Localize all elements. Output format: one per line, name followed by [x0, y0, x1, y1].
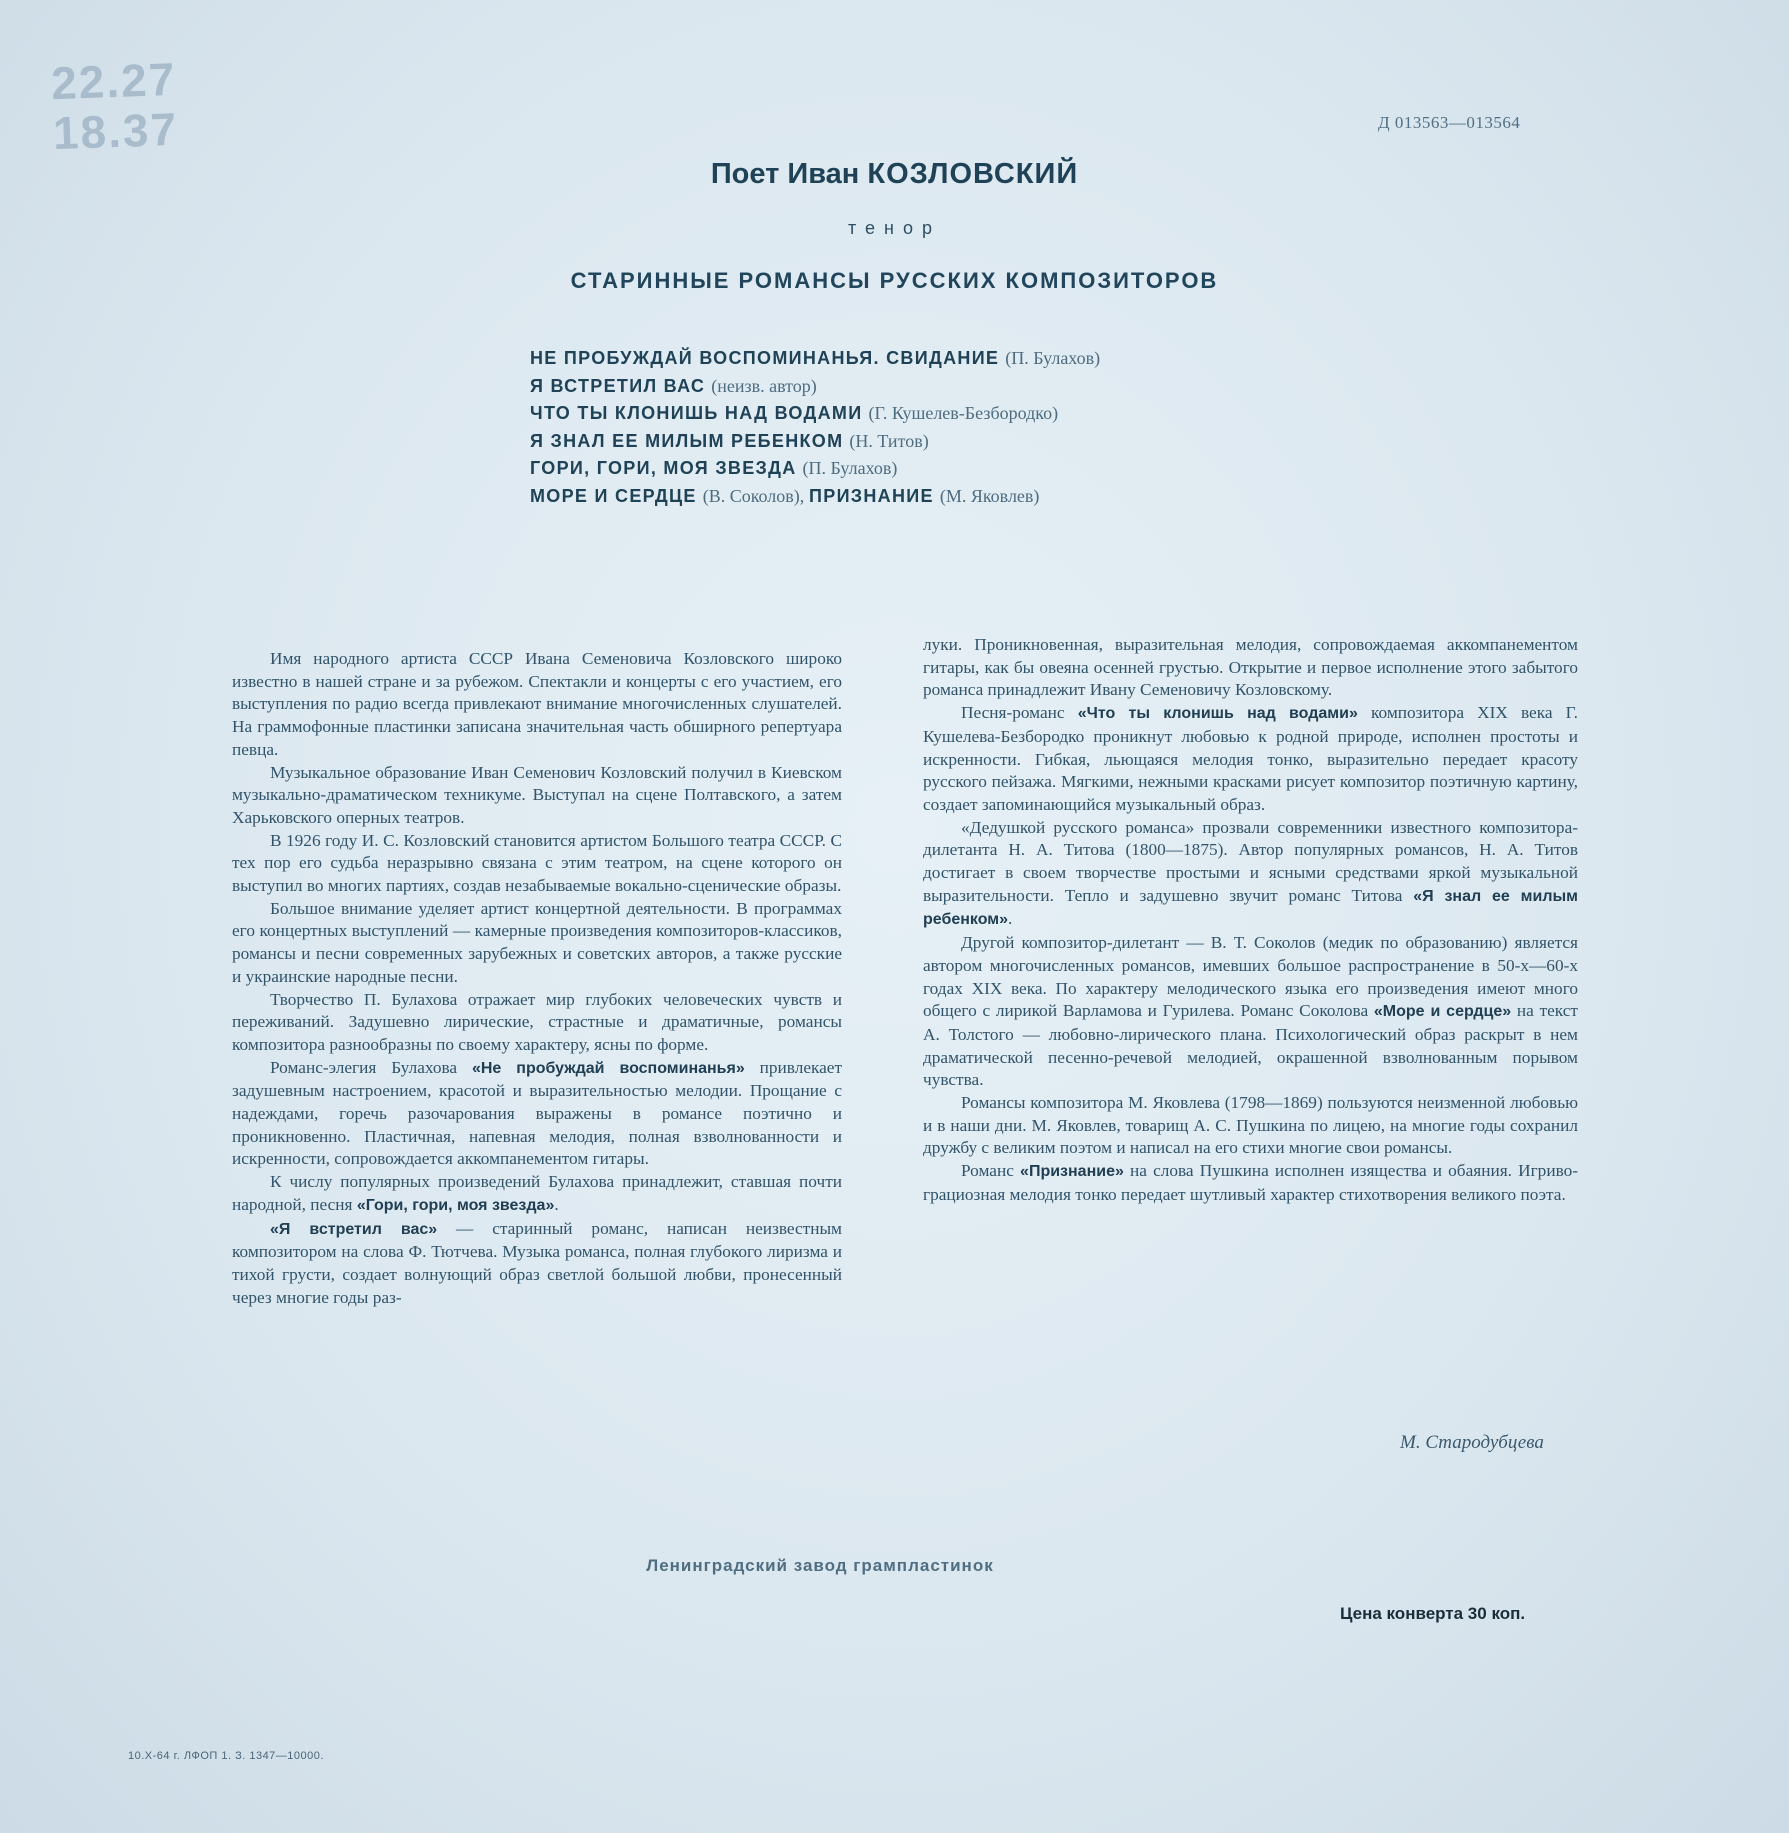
track-item	[530, 483, 1100, 511]
catalog-number: Д 013563—013564	[1378, 113, 1521, 132]
track-author: (Г. Кушелев-Безбородко)	[868, 403, 1059, 423]
song-title: «Не пробуждай воспоминанья»	[471, 1059, 745, 1077]
paragraph: К числу популярных произведений Булахова принадлежит, ставшая почти народной, песня «Гори, гори, моя звезда».	[232, 1172, 842, 1214]
collection-title: СТАРИННЫЕ РОМАНСЫ РУССКИХ КОМПОЗИТОРОВ	[570, 268, 1219, 293]
pencil-mark: 18.37	[52, 102, 179, 160]
song-title: «Я встретил вас»	[270, 1220, 438, 1238]
paragraph: Другой композитор-дилетант — В. Т. Соколов (медик по образованию) является автором многочисленных романсов, имевших большое распространение в 50-х—60-х годах XIX века. По характеру мелодического языка его произведения имеют много общего с лирикой Варламова и Гурилева. Романс Соколова «Море и сердце» на текст А. Толстого — любовно-лирического плана. Психологический образ раскрыт в нем драматической песенно-речевой мелодией, окрашенной взволнованным порывом чувства.	[923, 933, 1578, 1090]
title-prefix: Поет Иван	[710, 158, 868, 190]
track-author: (В. Соколов),	[702, 485, 805, 506]
song-title: «Я знал ее милым ребенком»	[923, 887, 1578, 929]
pencil-annotation	[50, 54, 179, 158]
paragraph: Романсы композитора М. Яковлева (1798—1869) пользуются неизменной любовью и в наши дни. М. Яковлев, товарищ А. С. Пушкина по лицею, на многие годы сохранил дружбу с великим поэтом и написал на его стихи многие свои романсы.	[923, 1093, 1578, 1158]
song-title: «Гори, гори, моя звезда»	[356, 1196, 555, 1214]
song-title: «Признание»	[1020, 1163, 1124, 1181]
paragraph: Музыкальное образование Иван Семенович Козловский получил в Киевском музыкально-драматическом техникуме. Выступал на сцене Полтавского, а затем Харьковского оперных театров.	[232, 762, 842, 827]
track-author: (П. Булахов)	[802, 458, 898, 478]
paragraph: «Я встретил вас» — старинный романс, написан неизвестным композитором на слова Ф. Тютчева. Музыка романса, полная глубокого лиризма и тихой грусти, создает волнующий образ светлой большой любви, пронесенный через многие годы раз-	[232, 1218, 842, 1307]
track-item	[530, 455, 1100, 483]
track-item	[530, 345, 1100, 373]
song-title: «Море и сердце»	[1373, 1003, 1512, 1021]
track-author: (П. Булахов)	[1005, 348, 1101, 368]
track-title: ЧТО ТЫ КЛОНИШЬ НАД ВОДАМИ	[530, 403, 863, 423]
track-author-2: (М. Яковлев)	[939, 485, 1040, 506]
paragraph: Имя народного артиста СССР Ивана Семеновича Козловского широко известно в нашей стране и за рубежом. Спектакли и концерты с его участием, его выступления по радио всегда привлекают внимание многочисленных слушателей. На граммофонные пластинки записана значительная часть обширного репертуара певца.	[232, 649, 842, 759]
pencil-mark: 22.27	[50, 52, 178, 110]
track-title: ГОРИ, ГОРИ, МОЯ ЗВЕЗДА	[530, 458, 797, 478]
paragraph: Творчество П. Булахова отражает мир глубоких человеческих чувств и переживаний. Задушевно лирические, страстные и драматичные, романсы композитора разнообразны по своему характеру, ясны по форме.	[232, 989, 842, 1054]
paragraph: «Дедушкой русского романса» прозвали современники известного композитора-дилетанта Н. А. Титова (1800—1875). Автор популярных романсов, Н. А. Титов достигает в своем творчестве простыми и ясными средствами яркой музыкальной выразительности. Тепло и задушевно звучит романс Титова «Я знал ее милым ребенком».	[923, 817, 1578, 929]
title-name: КОЗЛОВСКИЙ	[867, 158, 1079, 190]
page-title	[0, 158, 1789, 191]
liner-notes-left-column	[232, 648, 842, 1309]
track-author: (Н. Титов)	[849, 430, 929, 451]
track-title-2: ПРИЗНАНИЕ	[809, 485, 934, 506]
print-info: 10.Х-64 г. ЛФОП 1. З. 1347—10000.	[128, 1750, 324, 1762]
voice-type: тенор	[847, 218, 941, 238]
song-title: «Что ты клонишь над водами»	[1077, 705, 1358, 723]
track-title: Я ЗНАЛ ЕЕ МИЛЫМ РЕБЕНКОМ	[530, 430, 844, 451]
track-title: НЕ ПРОБУЖДАЙ ВОСПОМИНАНЬЯ. СВИДАНИЕ	[530, 348, 1000, 368]
paragraph: Романс «Признание» на слова Пушкина исполнен изящества и обаяния. Игриво-грациозная мелодия тонко передает шутливый характер стихотворения великого поэта.	[923, 1161, 1579, 1204]
track-item	[530, 373, 1100, 401]
manufacturer: Ленинградский завод грампластинок	[646, 1556, 994, 1575]
track-title: МОРЕ И СЕРДЦЕ	[530, 485, 697, 506]
price-label: Цена конверта 30 коп.	[1340, 1604, 1526, 1623]
track-list	[530, 345, 1100, 510]
paragraph: В 1926 году И. С. Козловский становится артистом Большого театра СССР. С тех пор его судьба неразрывно связана с этим театром, на сцене которого он выступил во многих партиях, создав незабываемые вокально-сценические образы.	[232, 830, 842, 896]
track-item	[530, 400, 1100, 428]
paragraph: луки. Проникновенная, выразительная мелодия, сопровождаемая аккомпанементом гитары, как бы овеяна осенней грустью. Открытие и первое исполнение этого забытого романса принадлежит Ивану Семеновичу Козловскому.	[923, 635, 1578, 700]
liner-notes-right-column	[923, 634, 1578, 1207]
track-title: Я ВСТРЕТИЛ ВАС	[530, 375, 706, 396]
paragraph: Песня-романс «Что ты клонишь над водами» композитора XIX века Г. Кушелева-Безбородко проникнут любовью к родной природе, исполнен простоты и искренности. Гибкая, льющаяся мелодия тонко, выразительно передает красоту русского пейзажа. Мягкими, нежными красками рисует композитор поэтичную картину, создает запоминающийся музыкальный образ.	[923, 703, 1578, 814]
author-signature: М. Стародубцева	[1400, 1432, 1544, 1453]
track-author: (неизв. автор)	[711, 375, 817, 396]
track-item	[530, 428, 1100, 456]
paragraph: Романс-элегия Булахова «Не пробуждай воспоминанья» привлекает задушевным настроением, красотой и выразительностью мелодии. Прощание с надеждами, горечь разочарования выражены в романсе поэтично и проникновенно. Пластичная, напевная мелодия, полная взволнованности и искренности, сопровождается аккомпанементом гитары.	[232, 1057, 843, 1169]
paragraph: Большое внимание уделяет артист концертной деятельности. В программах его концертных выступлений — камерные произведения композиторов-классиков, романсы и песни современных зарубежных и советских авторов, а также русские и украинские народные песни.	[232, 898, 842, 986]
